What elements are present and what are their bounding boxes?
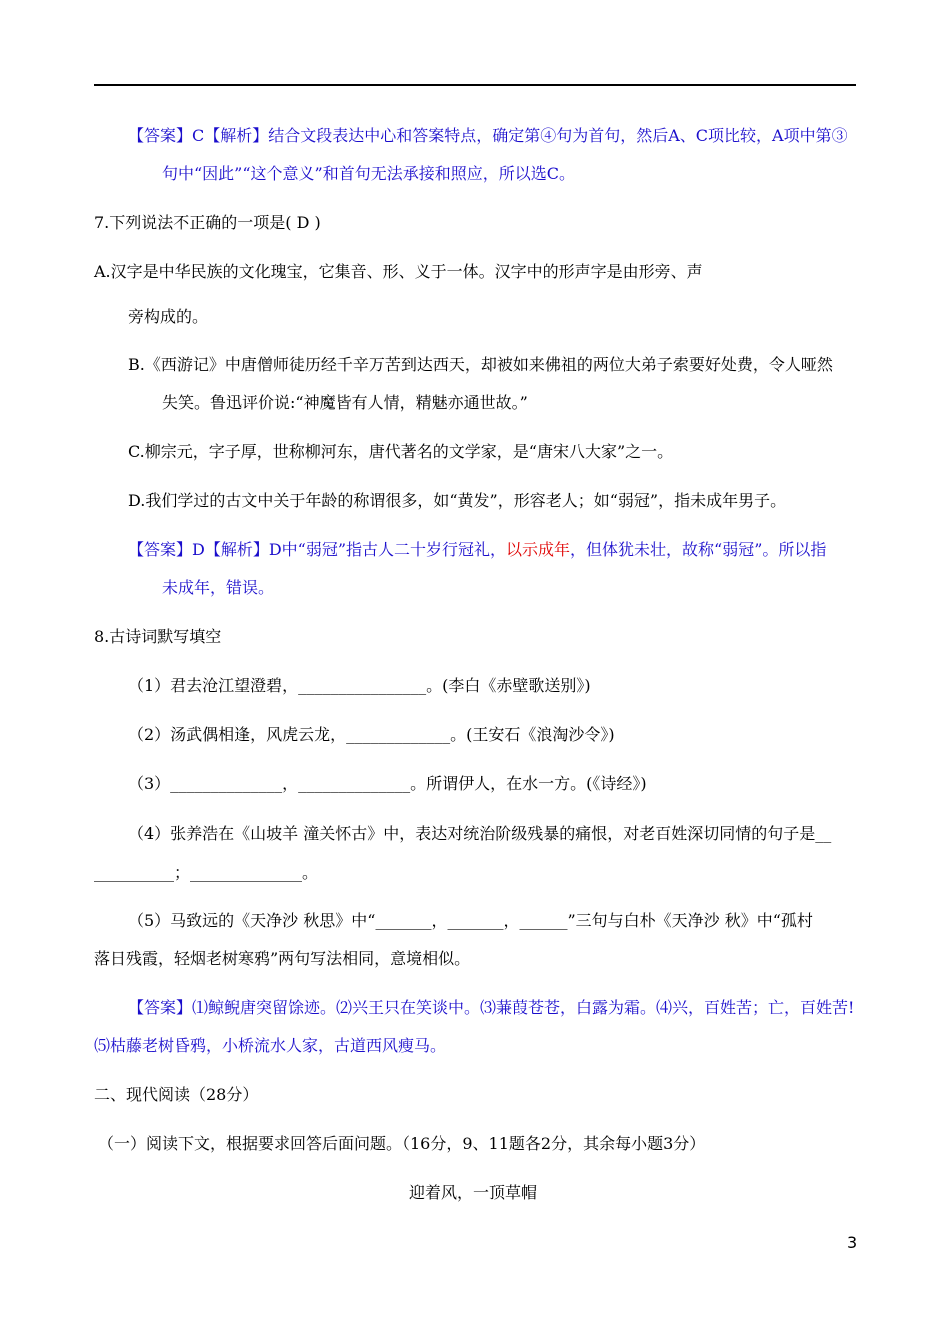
q8-item-3: （3）______________，______________。所谓伊人，在水一方。(《诗经》) bbox=[128, 774, 647, 793]
answer-7-part1: 【答案】D【解析】D中“弱冠”指古人二十岁行冠礼， bbox=[128, 540, 507, 559]
q8-item-5-line1: （5）马致远的《天净沙 秋思》中“_______，_______，______”三句与白朴《天净沙 秋》中“孤村 bbox=[128, 911, 813, 930]
answer-6-line2: 句中“因此”“这个意义”和首句无法承接和照应，所以选C。 bbox=[162, 164, 575, 183]
reading-instructions: （一）阅读下文，根据要求回答后面问题。（16分，9、11题各2分，其余每小题3分） bbox=[98, 1134, 706, 1153]
answer-7-line2: 未成年，错误。 bbox=[162, 578, 275, 597]
answer-7-part3: ，但体犹未壮，故称“弱冠”。所以指 bbox=[570, 540, 827, 559]
header-rule bbox=[94, 84, 856, 86]
section-2-heading: 二、现代阅读（28分） bbox=[94, 1085, 259, 1104]
answer-7-part2: 以示成年 bbox=[506, 540, 571, 559]
q8-item-1: （1）君去沧江望澄碧，________________。(李白《赤壁歌送别》) bbox=[128, 676, 591, 695]
q7-option-b-line2: 失笑。鲁迅评价说:“神魔皆有人情，精魅亦通世故。” bbox=[162, 393, 528, 412]
answer-8-line1: 【答案】⑴鲸鲵唐突留馀迹。⑵兴王只在笑谈中。⑶蒹葭苍苍，白露为霜。⑷兴，百姓苦；亡，百姓苦! bbox=[128, 998, 855, 1017]
q7-option-c: C.柳宗元，字子厚，世称柳河东，唐代著名的文学家，是“唐宋八大家”之一。 bbox=[128, 442, 674, 461]
question-8-title: 8.古诗词默写填空 bbox=[94, 627, 222, 646]
passage-title: 迎着风，一顶草帽 bbox=[409, 1183, 538, 1202]
answer-8-line2: ⑸枯藤老树昏鸦，小桥流水人家，古道西风瘦马。 bbox=[94, 1036, 447, 1055]
question-7-title: 7.下列说法不正确的一项是( D ) bbox=[94, 213, 321, 232]
q8-item-2: （2）汤武偶相逢，风虎云龙，_____________。(王安石《浪淘沙令》) bbox=[128, 725, 615, 744]
q7-option-a-line2: 旁构成的。 bbox=[128, 307, 209, 326]
page-number: 3 bbox=[847, 1233, 858, 1252]
q8-item-4-line2: __________；______________。 bbox=[94, 863, 319, 882]
q7-option-b-line1: B.《西游记》中唐僧师徒历经千辛万苦到达西天，却被如来佛祖的两位大弟子索要好处费，令人哑然 bbox=[128, 355, 833, 374]
q8-item-4-line1: （4）张养浩在《山坡羊 潼关怀古》中，表达对统治阶级残暴的痛恨，对老百姓深切同情的句子是__ bbox=[128, 824, 832, 843]
answer-7-line1 bbox=[128, 539, 826, 561]
q7-option-d: D.我们学过的古文中关于年龄的称谓很多，如“黄发”，形容老人；如“弱冠”，指未成年男子。 bbox=[128, 491, 787, 510]
q8-item-5-line2: 落日残霞，轻烟老树寒鸦”两句写法相同，意境相似。 bbox=[94, 949, 471, 968]
answer-6-line1: 【答案】C【解析】结合文段表达中心和答案特点，确定第④句为首句，然后A、C项比较，A项中第③ bbox=[128, 126, 848, 145]
q7-option-a-line1: A.汉字是中华民族的文化瑰宝，它集音、形、义于一体。汉字中的形声字是由形旁、声 bbox=[94, 262, 703, 281]
